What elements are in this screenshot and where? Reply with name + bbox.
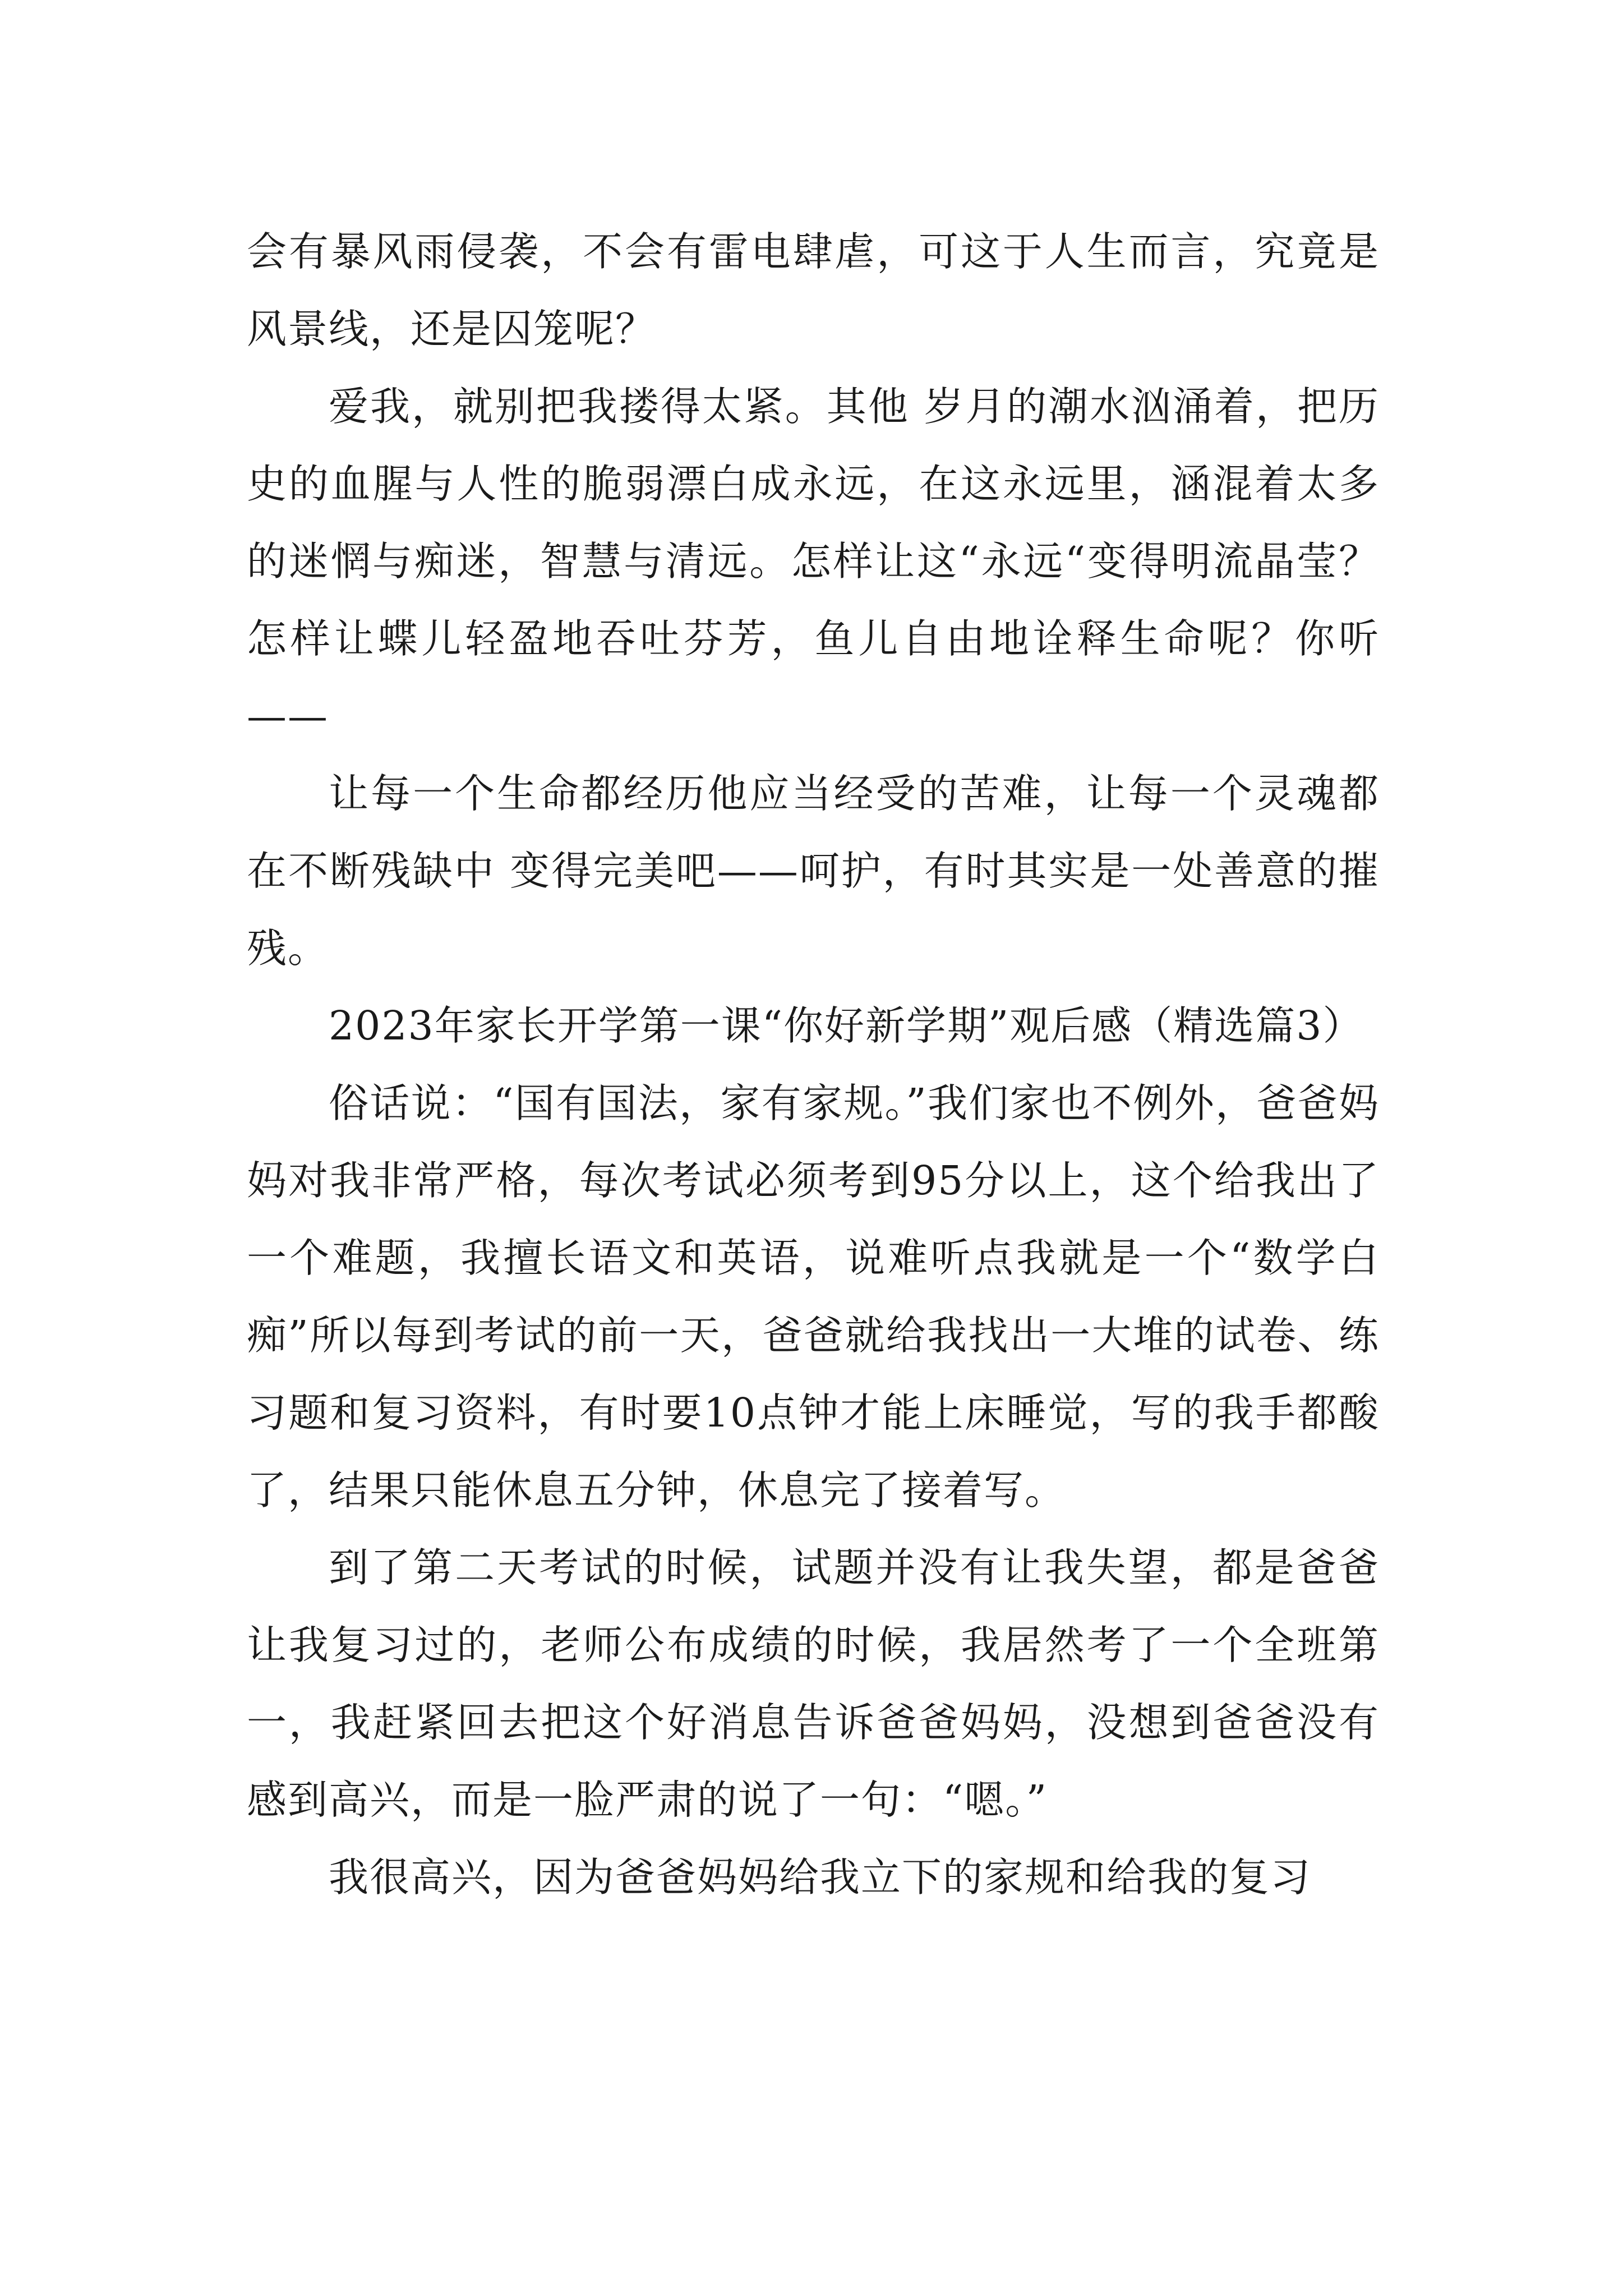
paragraph-continuation: 会有暴风雨侵袭，不会有雷电肆虐，可这于人生而言，究竟是风景线，还是囚笼呢？: [247, 228, 1380, 352]
paragraph: 爱我，就别把我搂得太紧。其他 岁月的潮水汹涌着，把历史的血腥与人性的脆弱漂白成永远，在这永远里，涵混着太多的迷惘与痴迷，智慧与清远。怎样让这“永远“变得明流晶莹？怎样让蝶儿轻盈地吞吐芬芳，鱼儿自由地诠释生命呢？你听——: [247, 383, 1380, 739]
body-text: [247, 213, 1380, 1916]
section-heading: 2023年家长开学第一课“你好新学期”观后感（精选篇3）: [329, 1002, 1364, 1049]
paragraph: 我很高兴，因为爸爸妈妈给我立下的家规和给我的复习: [329, 1854, 1312, 1901]
paragraph: 到了第二天考试的时候，试题并没有让我失望，都是爸爸让我复习过的，老师公布成绩的时候，我居然考了一个全班第一，我赶紧回去把这个好消息告诉爸爸妈妈，没想到爸爸没有感到高兴，而是一脸严肃的说了一句：“嗯。”: [247, 1544, 1380, 1823]
paragraph: 俗话说：“国有国法，家有家规。”我们家也不例外，爸爸妈妈对我非常严格，每次考试必须考到95分以上，这个给我出了一个难题，我擅长语文和英语，说难听点我就是一个“数学白痴”所以每到考试的前一天，爸爸就给我找出一大堆的试卷、练习题和复习资料，有时要10点钟才能上床睡觉，写的我手都酸了，结果只能休息五分钟，休息完了接着写。: [247, 1080, 1380, 1513]
paragraph: 让每一个生命都经历他应当经受的苦难，让每一个灵魂都在不断残缺中 变得完美吧——呵护，有时其实是一处善意的摧残。: [247, 770, 1380, 972]
